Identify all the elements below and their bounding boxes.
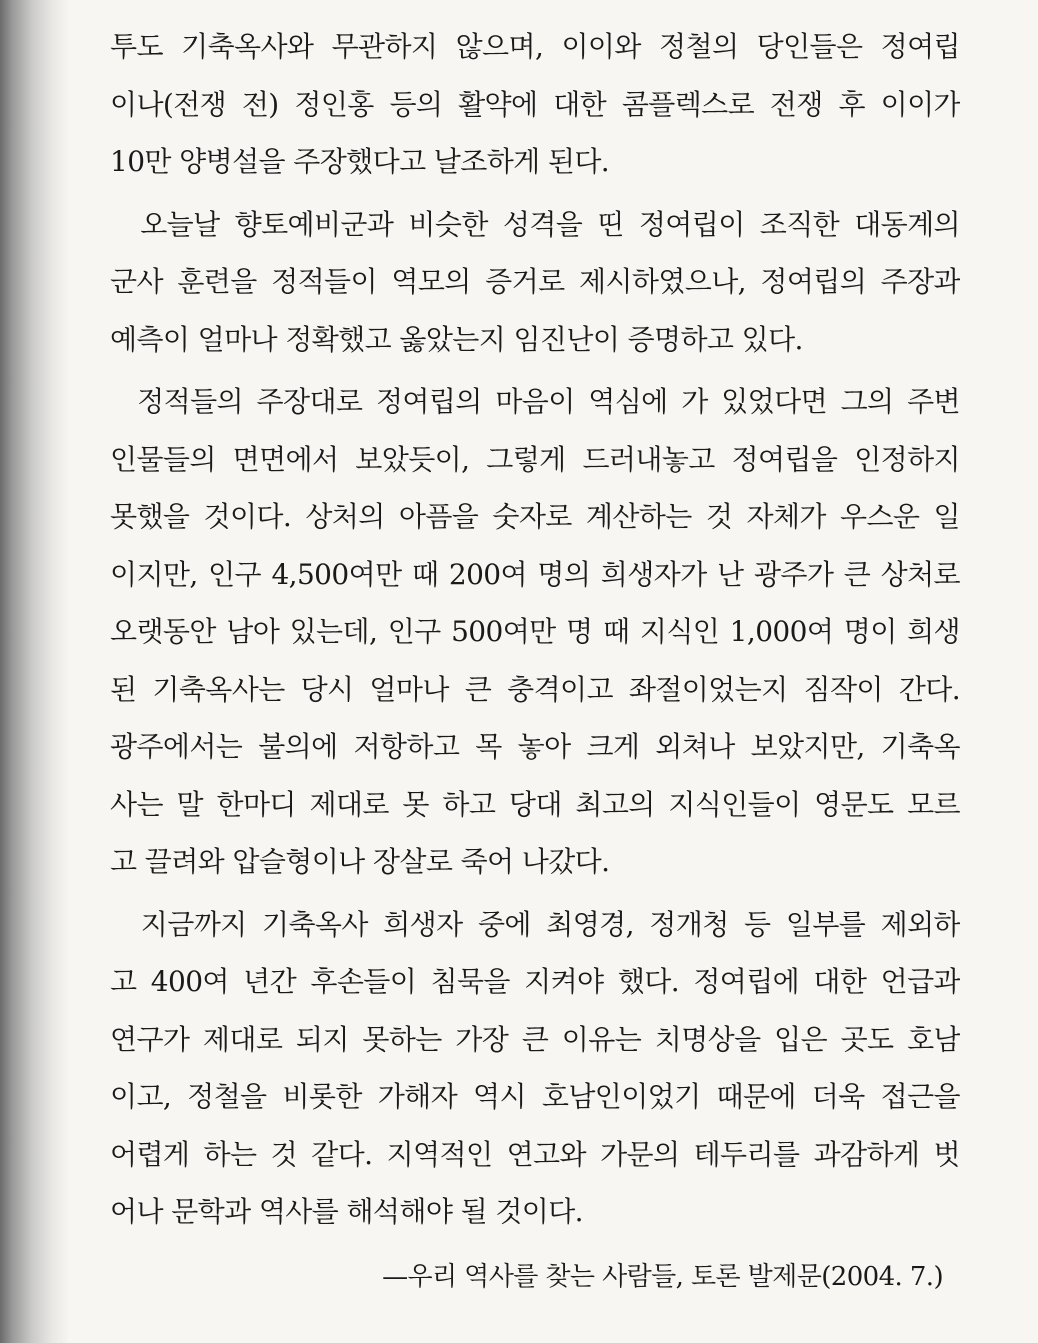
- text-line: 이지만, 인구 4,500여만 때 200여 명의 희생자가 난 광주가 큰 상처로: [110, 557, 960, 591]
- paragraph-2: [110, 196, 960, 369]
- text-line: 된 기축옥사는 당시 얼마나 큰 충격이고 좌절이었는지 짐작이 간다.: [110, 672, 960, 706]
- source-citation: —우리 역사를 찾는 사람들, 토론 발제문(2004. 7.): [382, 1262, 943, 1292]
- text-line: 못했을 것이다. 상처의 아픔을 숫자로 계산하는 것 자체가 우스운 일: [110, 500, 960, 533]
- text-line: 지금까지 기축옥사 희생자 중에 최영경, 정개청 등 일부를 제외하: [110, 907, 960, 941]
- text-line: 고 400여 년간 후손들이 침묵을 지켜야 했다. 정여립에 대한 언급과: [110, 965, 960, 998]
- paragraph-3: [110, 373, 960, 891]
- text-line: 정적들의 주장대로 정여립의 마음이 역심에 가 있었다면 그의 주변: [110, 385, 960, 418]
- text-line: 10만 양병설을 주장했다고 날조하게 된다.: [110, 145, 610, 178]
- book-page-body: [110, 18, 960, 1241]
- text-line: 오늘날 향토예비군과 비슷한 성격을 띤 정여립이 조직한 대동계의: [110, 207, 960, 241]
- text-line: 오랫동안 남아 있는데, 인구 500여만 명 때 지식인 1,000여 명이 희생: [110, 615, 960, 648]
- text-line: 군사 훈련을 정적들이 역모의 증거로 제시하였으나, 정여립의 주장과: [110, 265, 960, 298]
- paragraph-1: [110, 18, 960, 191]
- text-line: 투도 기축옥사와 무관하지 않으며, 이이와 정철의 당인들은 정여립: [110, 30, 960, 63]
- paragraph-4: [110, 896, 960, 1241]
- text-line: 광주에서는 불의에 저항하고 목 놓아 크게 외쳐나 보았지만, 기축옥: [110, 730, 960, 763]
- text-line: 인물들의 면면에서 보았듯이, 그렇게 드러내놓고 정여립을 인정하지: [110, 442, 960, 476]
- text-line: 어나 문학과 역사를 해석해야 될 것이다.: [110, 1195, 583, 1228]
- text-line: 연구가 제대로 되지 못하는 가장 큰 이유는 치명상을 입은 곳도 호남: [110, 1022, 960, 1056]
- text-line: 사는 말 한마디 제대로 못 하고 당대 최고의 지식인들이 영문도 모르: [110, 787, 960, 821]
- text-line: 예측이 얼마나 정확했고 옳았는지 임진난이 증명하고 있다.: [110, 322, 803, 356]
- text-line: 이나(전쟁 전) 정인홍 등의 활약에 대한 콤플렉스로 전쟁 후 이이가: [110, 87, 960, 121]
- text-line: 이고, 정철을 비롯한 가해자 역시 호남인이었기 때문에 더욱 접근을: [110, 1080, 960, 1113]
- text-line: 고 끌려와 압슬형이나 장살로 죽어 나갔다.: [110, 845, 610, 878]
- page-gutter-shadow: [0, 0, 70, 1343]
- text-line: 어렵게 하는 것 같다. 지역적인 연고와 가문의 테두리를 과감하게 벗: [110, 1137, 960, 1171]
